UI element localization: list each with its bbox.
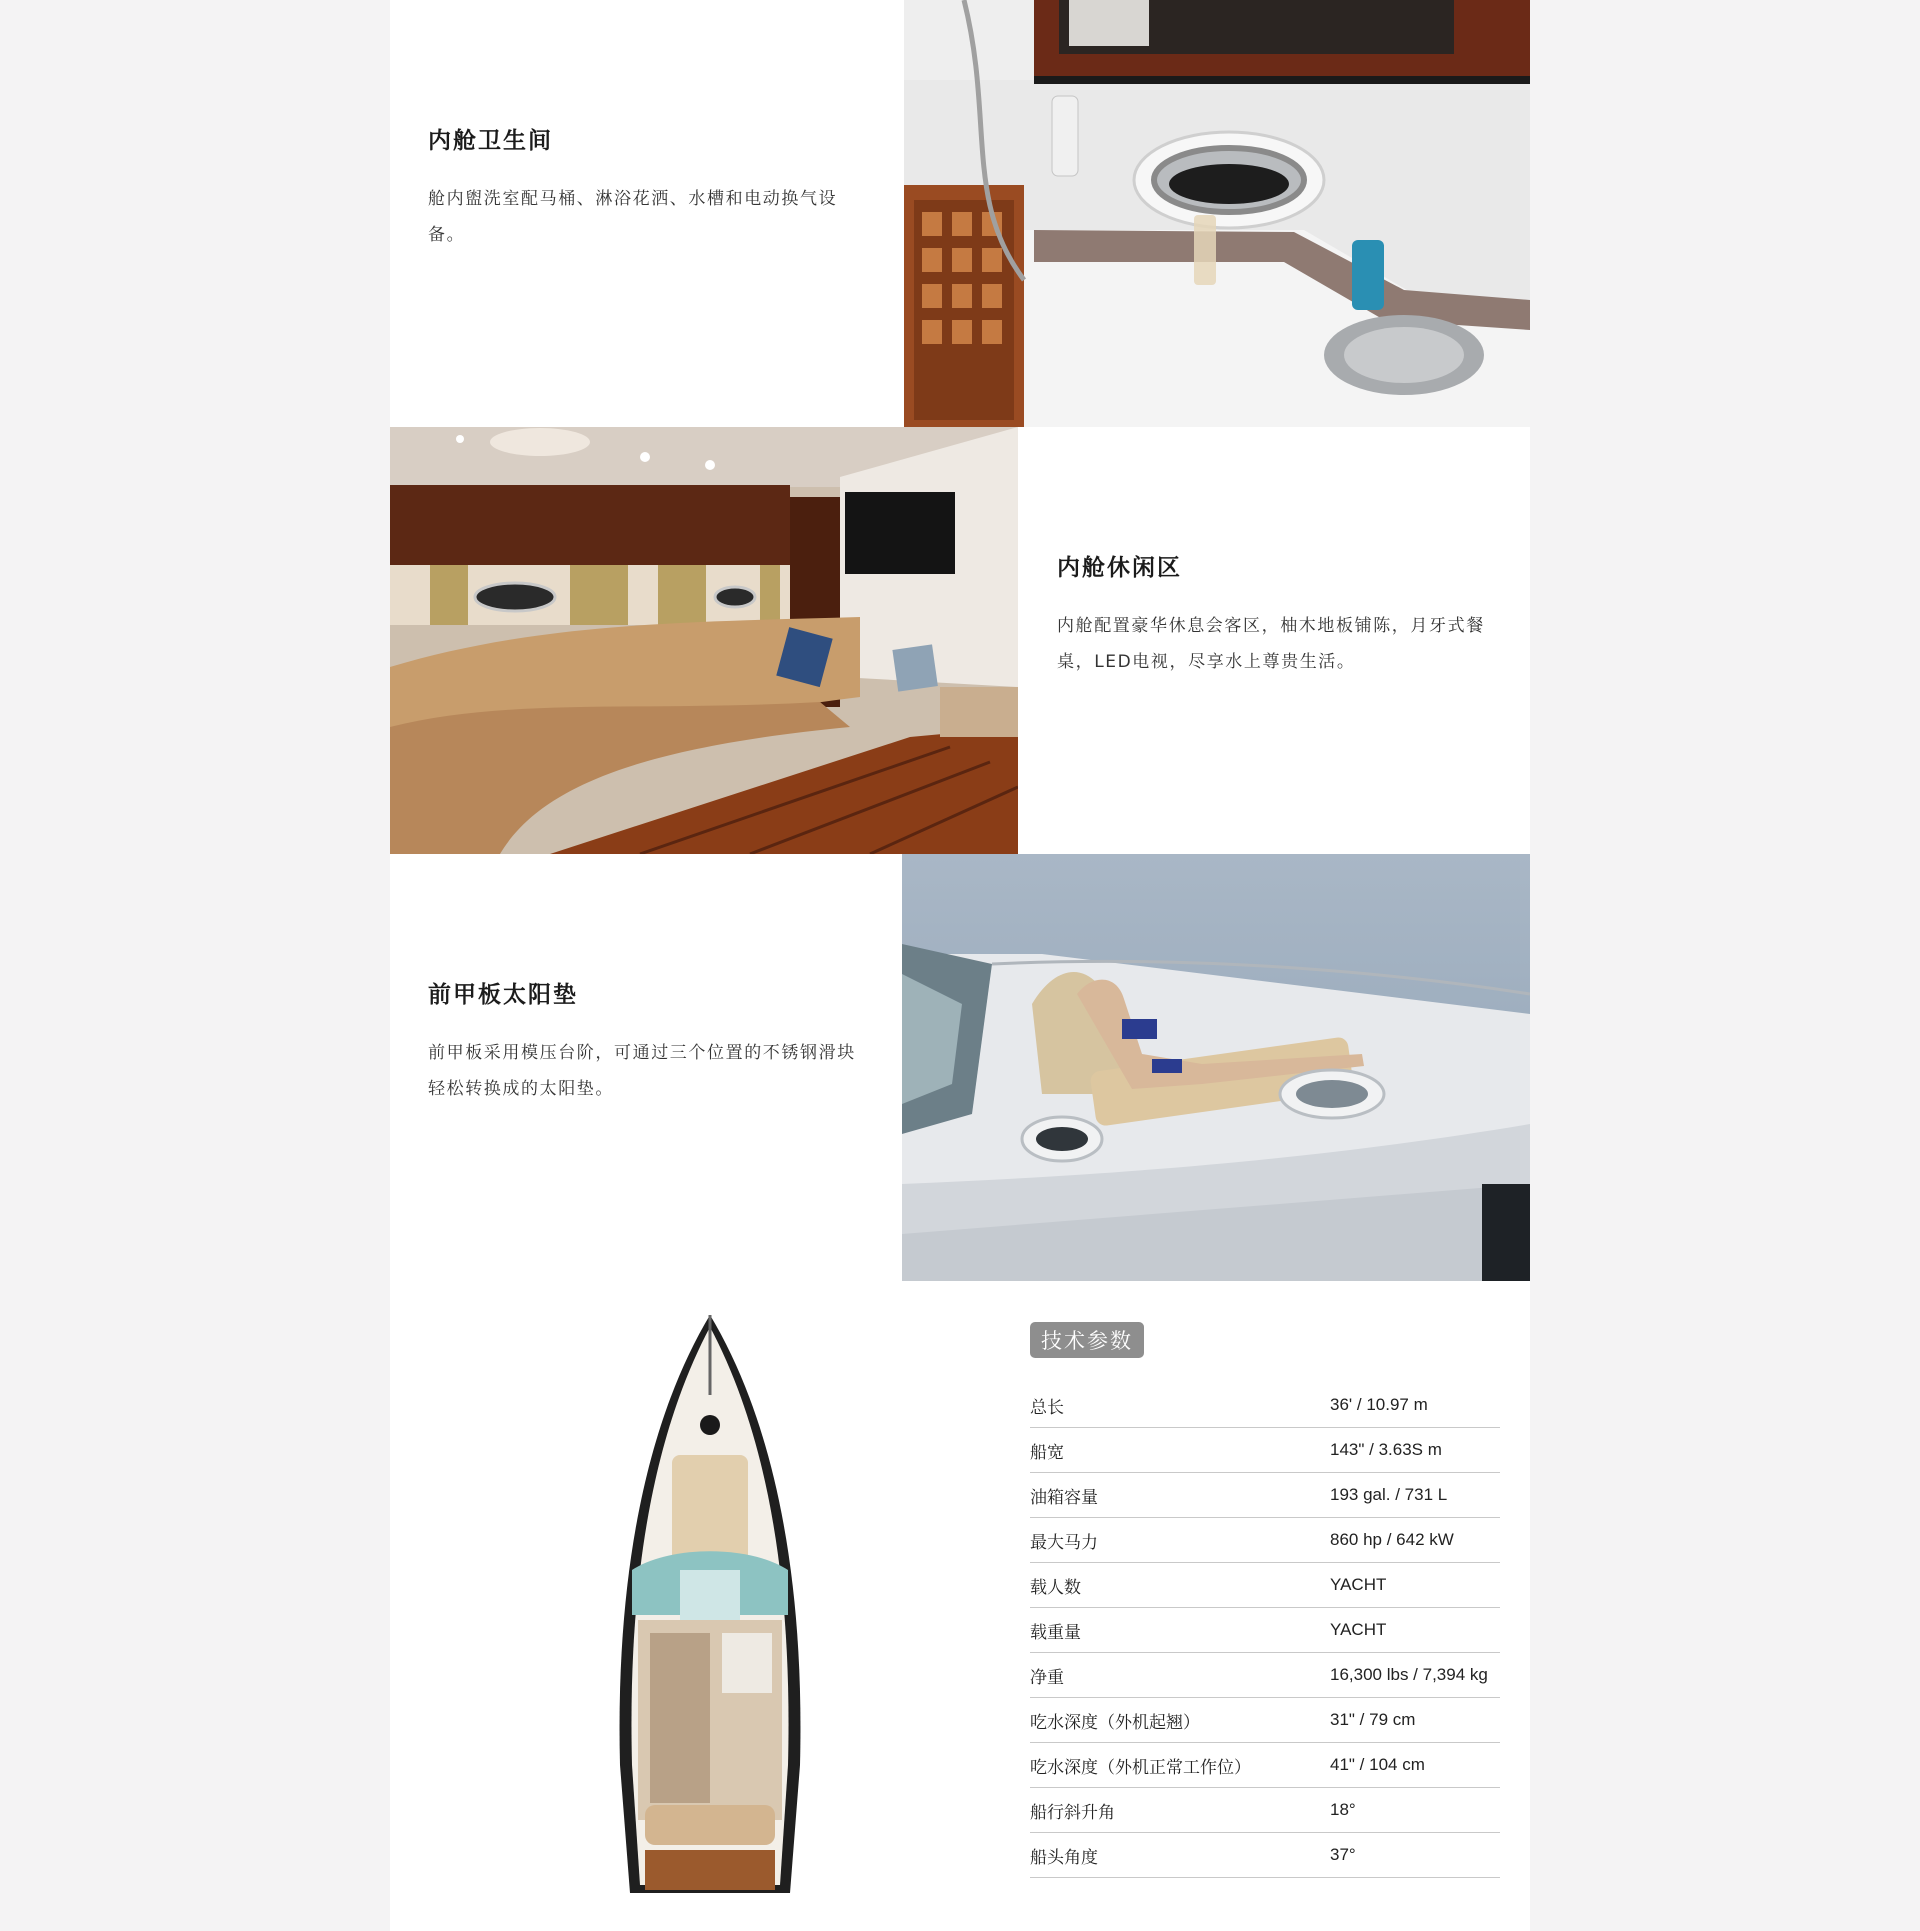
spec-label: 净重: [1030, 1667, 1064, 1688]
bathroom-photo: [904, 0, 1530, 427]
spec-label: 吃水深度（外机起翘）: [1030, 1712, 1200, 1733]
specs-section: [390, 1281, 1530, 1931]
spec-row: [1030, 1518, 1500, 1563]
spec-row: [1030, 1428, 1500, 1473]
feature-description: 前甲板采用模压台阶，可通过三个位置的不锈钢滑块轻松转换成的太阳垫。: [428, 1043, 856, 1099]
product-page: [390, 0, 1530, 1931]
sunpad-photo: [902, 854, 1530, 1281]
feature-title: 内舱卫生间: [428, 128, 553, 154]
spec-row: [1030, 1833, 1500, 1878]
spec-value: 31" / 79 cm: [1330, 1710, 1416, 1729]
spec-label: 船宽: [1030, 1442, 1064, 1463]
feature-lounge-section: [390, 427, 1530, 854]
spec-label: 吃水深度（外机正常工作位）: [1030, 1757, 1251, 1778]
spec-row: [1030, 1383, 1500, 1428]
spec-value: 860 hp / 642 kW: [1330, 1530, 1454, 1549]
feature-description: 舱内盥洗室配马桶、淋浴花洒、水槽和电动换气设备。: [428, 189, 838, 245]
spec-row: [1030, 1698, 1500, 1743]
feature-description: 内舱配置豪华休息会客区，柚木地板铺陈，月牙式餐桌，LED电视，尽享水上尊贵生活。: [1057, 616, 1485, 672]
spec-label: 最大马力: [1030, 1532, 1098, 1553]
feature-title: 内舱休闲区: [1057, 555, 1182, 581]
spec-row: [1030, 1563, 1500, 1608]
spec-row: [1030, 1788, 1500, 1833]
spec-label: 载重量: [1030, 1622, 1081, 1643]
specs-badge: 技术参数: [1030, 1322, 1144, 1358]
feature-sunpad-text: [428, 976, 858, 1107]
feature-bathroom-section: [390, 0, 1530, 427]
spec-value: YACHT: [1330, 1575, 1387, 1594]
spec-label: 总长: [1030, 1397, 1064, 1418]
lounge-photo: [390, 427, 1018, 854]
spec-label: 载人数: [1030, 1577, 1081, 1598]
boat-top-view-image: [610, 1315, 810, 1893]
spec-value: 16,300 lbs / 7,394 kg: [1330, 1665, 1488, 1684]
spec-label: 油箱容量: [1030, 1487, 1098, 1508]
feature-bathroom-text: [428, 122, 848, 253]
feature-sunpad-section: [390, 854, 1530, 1281]
spec-row: [1030, 1743, 1500, 1788]
spec-row: [1030, 1608, 1500, 1653]
spec-row: [1030, 1653, 1500, 1698]
spec-value: 36' / 10.97 m: [1330, 1395, 1428, 1414]
spec-value: 41" / 104 cm: [1330, 1755, 1425, 1774]
feature-title: 前甲板太阳垫: [428, 982, 578, 1008]
spec-value: 37°: [1330, 1845, 1356, 1864]
spec-label: 船头角度: [1030, 1847, 1098, 1868]
spec-value: 18°: [1330, 1800, 1356, 1819]
spec-value: YACHT: [1330, 1620, 1387, 1639]
spec-row: [1030, 1473, 1500, 1518]
spec-label: 船行斜升角: [1030, 1802, 1115, 1823]
specs-table: [1030, 1383, 1500, 1878]
spec-value: 143" / 3.63S m: [1330, 1440, 1442, 1459]
spec-value: 193 gal. / 731 L: [1330, 1485, 1448, 1504]
feature-lounge-text: [1057, 549, 1497, 680]
